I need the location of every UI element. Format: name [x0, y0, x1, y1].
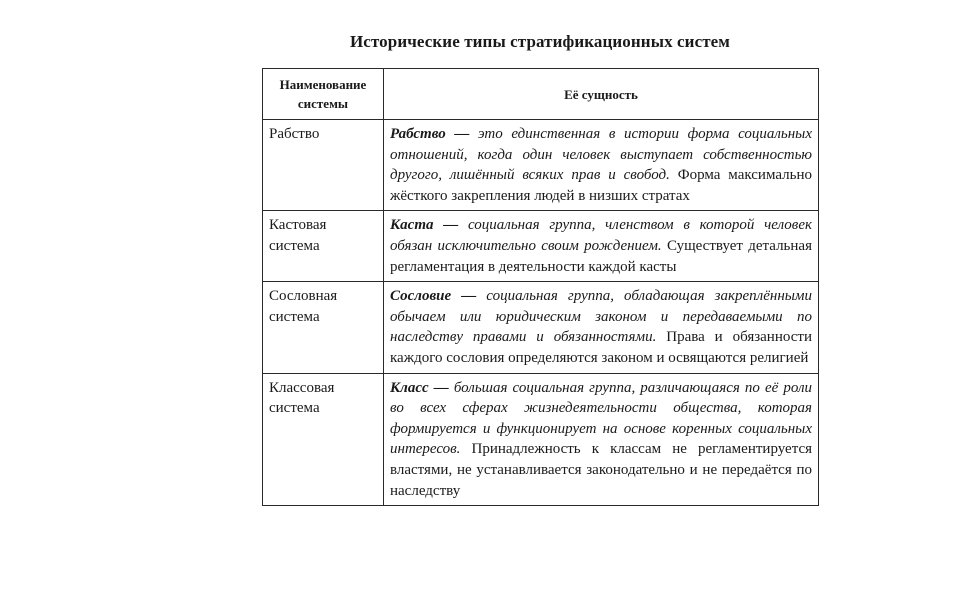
essence-cell: [384, 120, 819, 211]
system-name-cell: Сословная система: [263, 282, 384, 373]
note: Существует детальная регламентация в деятельности каждой касты: [390, 237, 812, 275]
table-row: [263, 120, 819, 211]
note: Права и обязанности каждого сословия определяются законом и освящаются религией: [390, 329, 812, 366]
stratification-table: [262, 68, 819, 506]
essence-cell: [384, 282, 819, 373]
term: Рабство —: [390, 126, 470, 142]
system-name-cell: Классовая система: [263, 373, 384, 506]
system-name-cell: Кастовая система: [263, 211, 384, 282]
term: Класс —: [390, 379, 449, 396]
header-essence: Её сущность: [384, 69, 819, 120]
definition: социальная группа, членством в которой человек обязан исключительно своим рождением.: [390, 217, 812, 254]
note: Принадлежность к классам не регламентируется властями, не устанавливается законодательно и не передаётся по наследству: [390, 441, 812, 499]
header-system-name: Наименование системы: [263, 69, 384, 120]
table-row: [263, 373, 819, 506]
system-name-cell: Рабство: [263, 120, 384, 211]
table-row: [263, 211, 819, 282]
table-header-row: [263, 69, 819, 120]
note: Форма максимально жёсткого закрепления людей в низших стратах: [390, 167, 812, 204]
definition: социальная группа, обладающая закреплёнными обычаем или юридическим законом и передаваемыми по наследству правами и обязанностями.: [390, 288, 812, 346]
essence-cell: [384, 373, 819, 506]
page-title: Исторические типы стратификационных систем: [349, 32, 730, 51]
essence-cell: [384, 211, 819, 282]
term: Сословие —: [390, 288, 477, 305]
definition: это единственная в истории форма социальных отношений, когда один человек выступает собственностью другого, лишённый всяких прав и свобод.: [390, 126, 812, 184]
table-row: [263, 282, 819, 373]
definition: большая социальная группа, различающаяся по её роли во всех сферах жизнедеятельности общества, которая формируется и функционирует на основе коренных социальных интересов.: [390, 379, 813, 458]
term: Каста —: [390, 217, 459, 234]
